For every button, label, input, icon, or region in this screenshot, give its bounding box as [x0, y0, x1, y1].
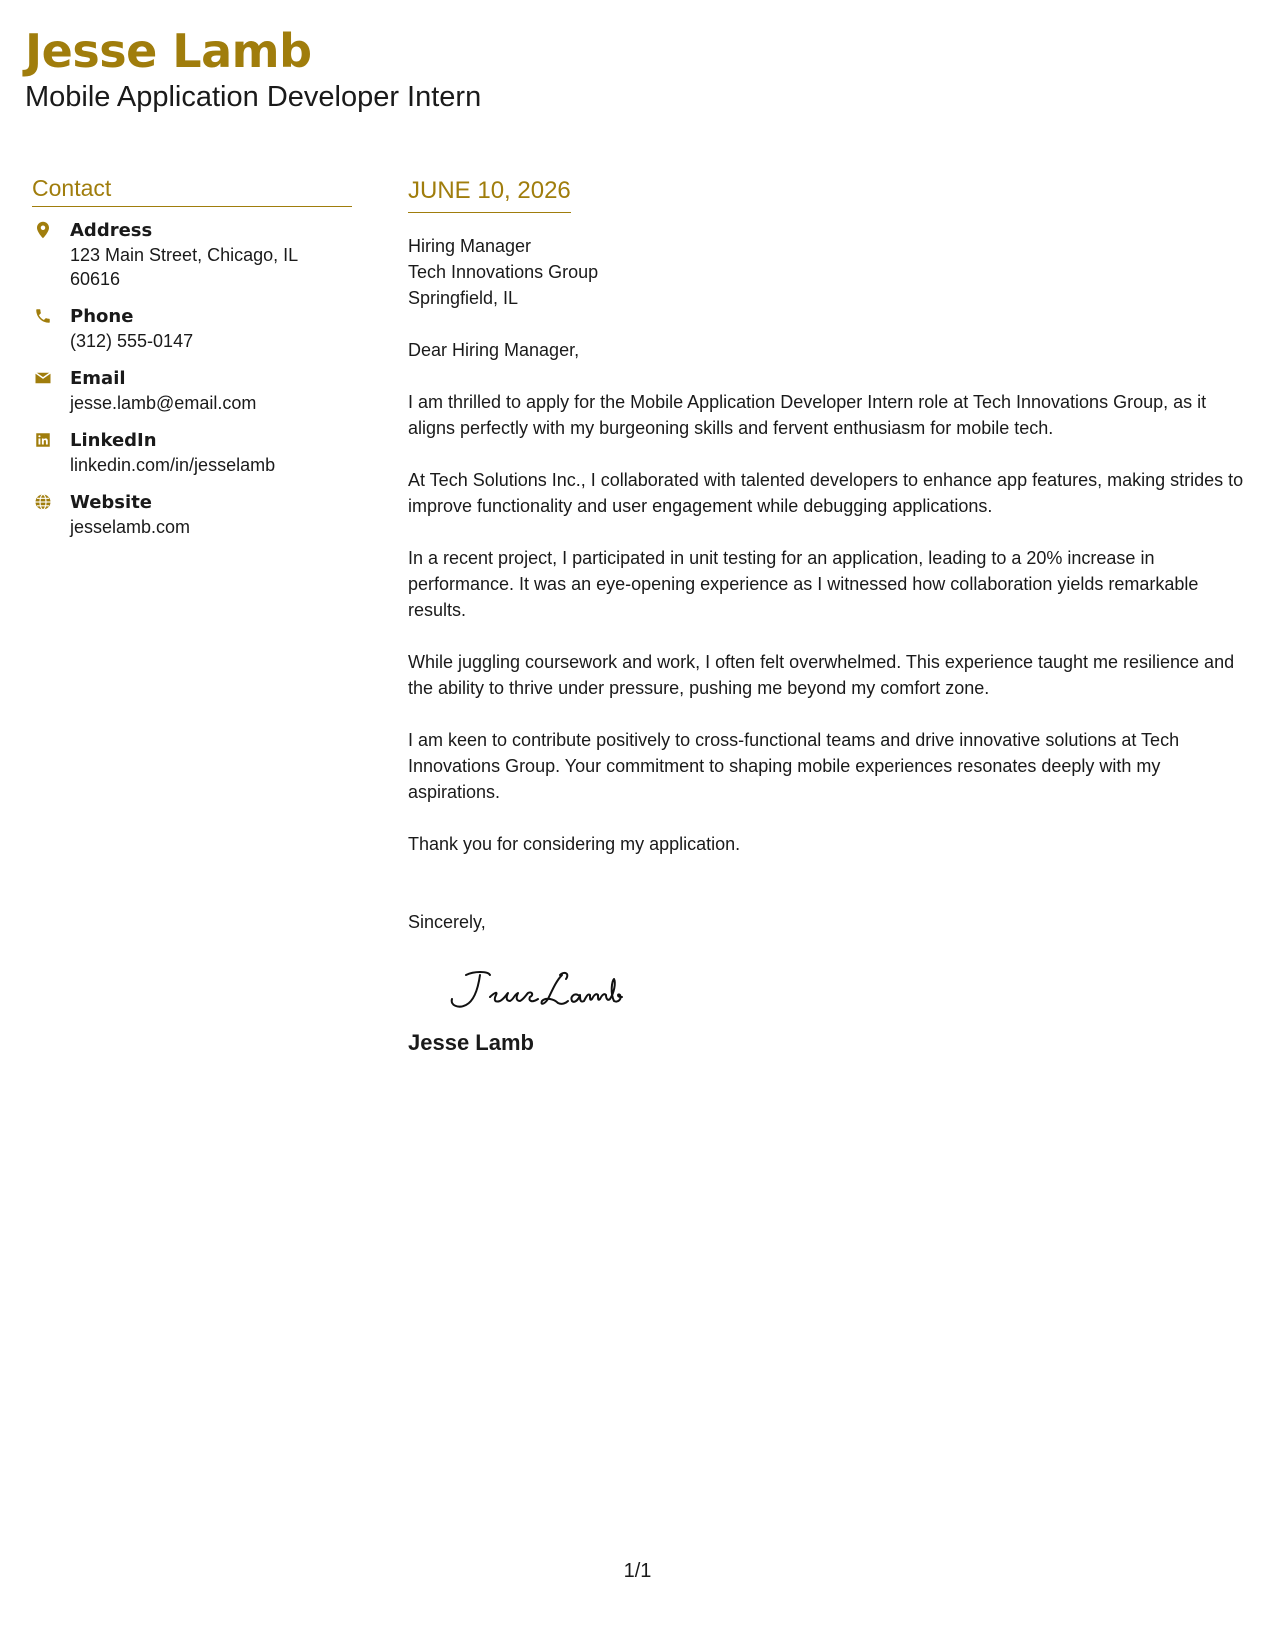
paragraph: While juggling coursework and work, I often felt overwhelmed. This experience taught me resilience and the ability to thrive under pressure, pushing me beyond my comfort zone. — [408, 652, 1235, 698]
contact-label: Email — [70, 368, 126, 389]
paragraph: In a recent project, I participated in unit testing for an application, leading to a 20% increase in performance. It was an eye-opening experience as I witnessed how collaboration yields remarkable results. — [408, 548, 1199, 620]
contact-phone — [32, 305, 352, 353]
website-value[interactable]: jesselamb.com — [70, 517, 191, 537]
linkedin-icon — [34, 431, 52, 449]
paragraph: I am keen to contribute positively to cross-functional teams and drive innovative solutions at Tech Innovations Group. Your commitment to shaping mobile experiences resonates deeply with my aspirations. — [408, 730, 1180, 802]
contact-label: Phone — [70, 306, 134, 327]
email-value[interactable]: jesse.lamb@email.com — [70, 393, 257, 413]
closing: Sincerely, — [408, 912, 486, 932]
handwritten-signature — [444, 961, 1248, 1027]
map-pin-icon — [34, 221, 52, 239]
contact-linkedin — [32, 429, 352, 477]
contact-website — [32, 491, 352, 539]
globe-icon — [34, 493, 52, 511]
phone-icon — [34, 307, 52, 325]
paragraph: I am thrilled to apply for the Mobile Application Developer Intern role at Tech Innovations Group, as it aligns perfectly with my burgeoning skills and fervent enthusiasm for mobile tech. — [408, 392, 1207, 438]
signed-name: Jesse Lamb — [408, 1030, 534, 1055]
contact-label: Website — [70, 492, 153, 513]
contact-label: LinkedIn — [70, 430, 157, 451]
header — [25, 22, 481, 114]
linkedin-value[interactable]: linkedin.com/in/jesselamb — [70, 455, 276, 475]
recipient-block — [408, 233, 1248, 311]
phone-value[interactable]: (312) 555-0147 — [70, 331, 194, 351]
address-value: 123 Main Street, Chicago, IL 60616 — [70, 245, 298, 289]
recipient-line: Springfield, IL — [408, 288, 519, 308]
paragraph: Thank you for considering my application. — [408, 834, 741, 854]
recipient-line: Hiring Manager — [408, 236, 532, 256]
paragraph: At Tech Solutions Inc., I collaborated with talented developers to enhance app features, making strides to improve functionality and user engagement while debugging applications. — [408, 470, 1244, 516]
cover-letter-body — [408, 176, 1248, 1057]
signature-image — [444, 961, 644, 1021]
contact-label: Address — [70, 220, 153, 241]
contact-address — [32, 219, 352, 291]
applicant-name: Jesse Lamb — [25, 24, 312, 78]
contact-heading: Contact — [32, 174, 352, 207]
contact-sidebar — [32, 174, 352, 553]
job-title: Mobile Application Developer Intern — [25, 81, 482, 113]
letter-date: JUNE 10, 2026 — [408, 176, 571, 213]
contact-email — [32, 367, 352, 415]
recipient-line: Tech Innovations Group — [408, 262, 599, 282]
salutation: Dear Hiring Manager, — [408, 340, 580, 360]
page-number: 1/1 — [623, 1560, 652, 1582]
envelope-icon — [34, 369, 52, 387]
